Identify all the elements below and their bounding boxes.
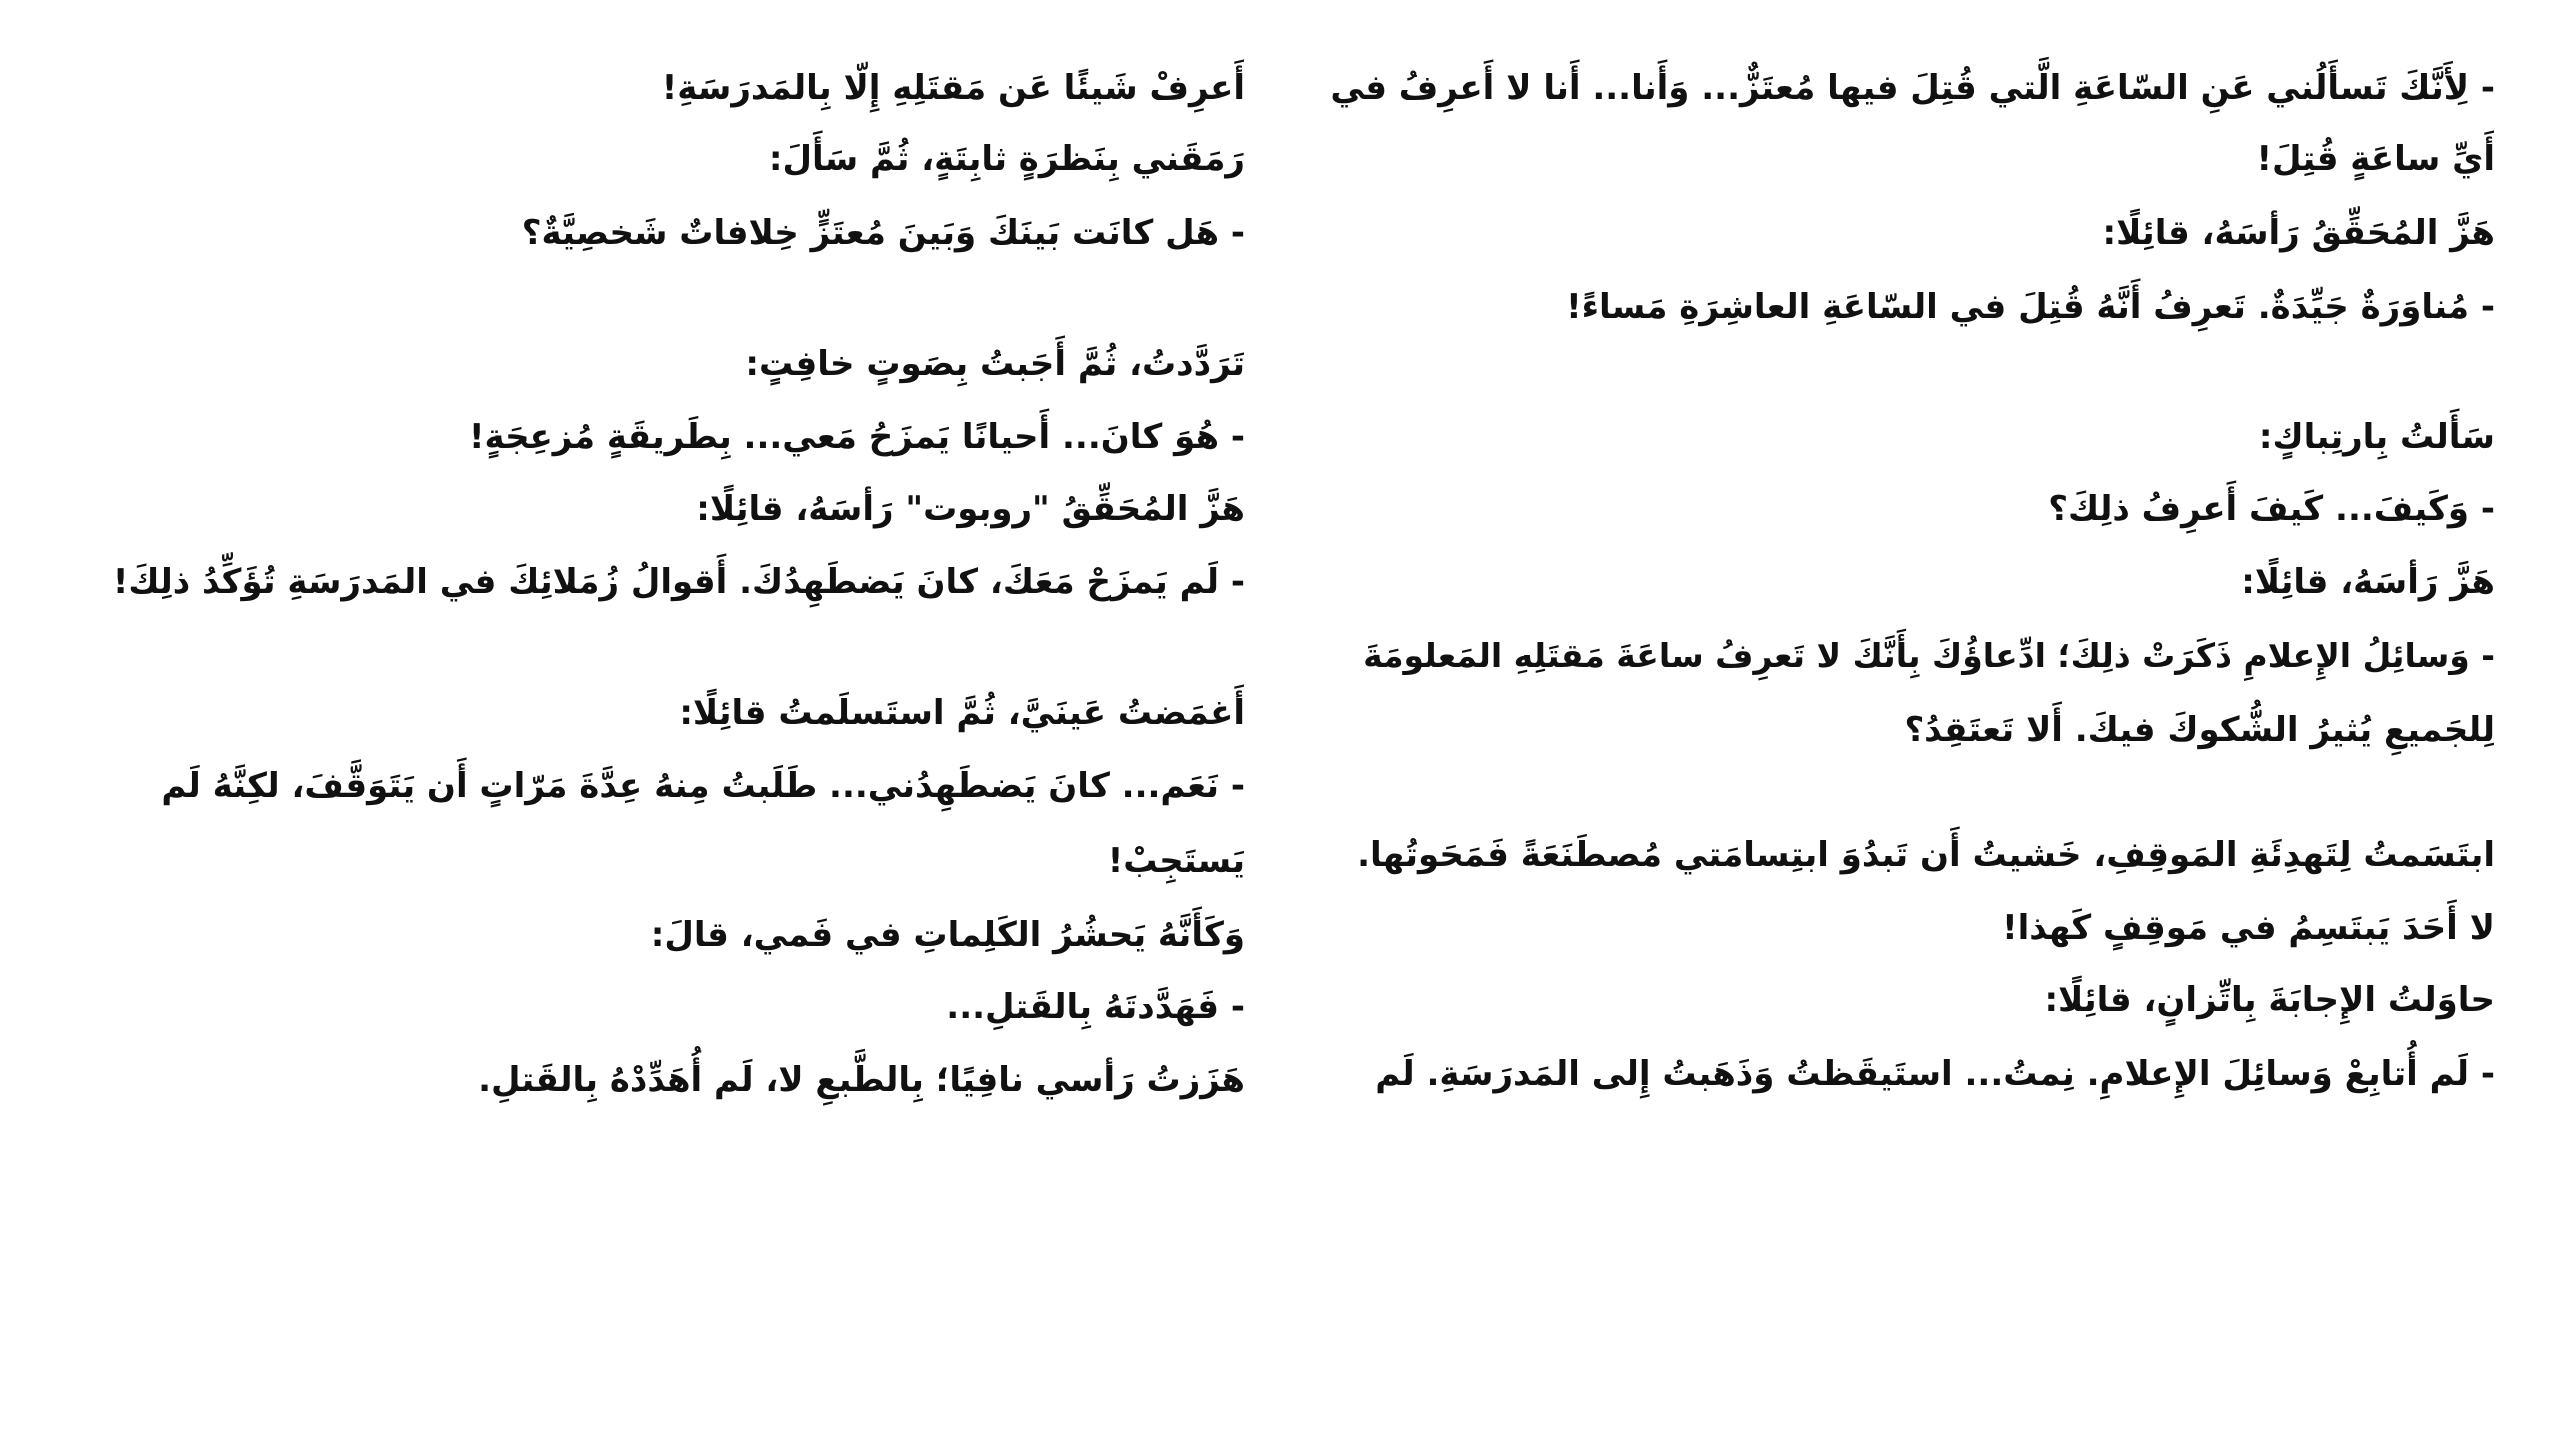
text-line: رَمَقَني بِنَظرَةٍ ثابِتَةٍ، ثُمَّ سَأَلَ: [768, 139, 1245, 179]
text-line: وَكَأَنَّهُ يَحشُرُ الكَلِماتِ في فَمي، قالَ: [650, 915, 1245, 955]
text-line: - هُوَ كانَ... أَحيانًا يَمزَحُ مَعي... بِطَريقَةٍ مُزعِجَةٍ! [468, 417, 1245, 457]
text-line: - هَل كانَت بَينَكَ وَبَينَ مُعتَزٍّ خِلافاتٌ شَخصِيَّةٌ؟ [521, 213, 1245, 253]
text-line: - مُناوَرَةٌ جَيِّدَةٌ. تَعرِفُ أَنَّهُ قُتِلَ في السّاعَةِ العاشِرَةِ مَساءً! [1566, 287, 2495, 327]
text-line: - لِأَنَّكَ تَسأَلُني عَنِ السّاعَةِ الَّتي قُتِلَ فيها مُعتَزٌّ... وَأَنا... أَنا لا أَعرِفُ في [1330, 68, 2495, 108]
text-line: - لَم يَمزَحْ مَعَكَ، كانَ يَضطَهِدُكَ. أَقوالُ زُمَلائِكَ في المَدرَسَةِ تُؤَكِّدُ ذلِكَ! [112, 562, 1245, 602]
text-line: سَأَلتُ بِارتِباكٍ: [2258, 417, 2495, 457]
right-text-column [1330, 62, 2495, 1402]
text-line: هَزَزتُ رَأسي نافِيًا؛ بِالطَّبعِ لا، لَم أُهَدِّدْهُ بِالقَتلِ. [478, 1060, 1245, 1100]
text-line: لِلجَميعِ يُثيرُ الشُّكوكَ فيكَ. أَلا تَعتَقِدُ؟ [1904, 710, 2495, 750]
left-text-column [40, 62, 1245, 1402]
text-line: أَيِّ ساعَةٍ قُتِلَ! [2256, 139, 2495, 179]
text-line: هَزَّ المُحَقِّقُ رَأسَهُ، قائِلًا: [2102, 213, 2495, 253]
text-line: يَستَجِبْ! [1107, 841, 1245, 881]
text-line: ابتَسَمتُ لِتَهدِئَةِ المَوقِفِ، خَشيتُ أَن تَبدُوَ ابتِسامَتي مُصطَنَعَةً فَمَحَوتُها. [1357, 835, 2495, 875]
text-line: هَزَّ المُحَقِّقُ "روبوت" رَأسَهُ، قائِلًا: [696, 489, 1245, 529]
text-line: أَغمَضتُ عَينَيَّ، ثُمَّ استَسلَمتُ قائِلًا: [679, 693, 1245, 733]
text-line: أَعرِفْ شَيئًا عَن مَقتَلِهِ إِلّا بِالمَدرَسَةِ! [661, 68, 1245, 108]
text-line: هَزَّ رَأسَهُ، قائِلًا: [2241, 562, 2495, 602]
text-line: لا أَحَدَ يَبتَسِمُ في مَوقِفٍ كَهذا! [2002, 908, 2495, 948]
text-line: - لَم أُتابِعْ وَسائِلَ الإِعلامِ. نِمتُ... استَيقَظتُ وَذَهَبتُ إِلى المَدرَسَةِ. لَم [1375, 1054, 2495, 1094]
text-line: تَرَدَّدتُ، ثُمَّ أَجَبتُ بِصَوتٍ خافِتٍ: [745, 344, 1245, 384]
text-line: - وَسائِلُ الإِعلامِ ذَكَرَتْ ذلِكَ؛ ادِّعاؤُكَ بِأَنَّكَ لا تَعرِفُ ساعَةَ مَقتَلِهِ المَعلومَةَ [1363, 636, 2495, 675]
text-line: - وَكَيفَ... كَيفَ أَعرِفُ ذلِكَ؟ [2048, 489, 2495, 529]
text-line: - فَهَدَّدتَهُ بِالقَتلِ... [946, 987, 1245, 1027]
text-line: حاوَلتُ الإِجابَةَ بِاتِّزانٍ، قائِلًا: [2044, 980, 2495, 1020]
text-line: - نَعَم... كانَ يَضطَهِدُني... طَلَبتُ مِنهُ عِدَّةَ مَرّاتٍ أَن يَتَوَقَّفَ، لكِنَّهُ لَم [161, 766, 1245, 806]
